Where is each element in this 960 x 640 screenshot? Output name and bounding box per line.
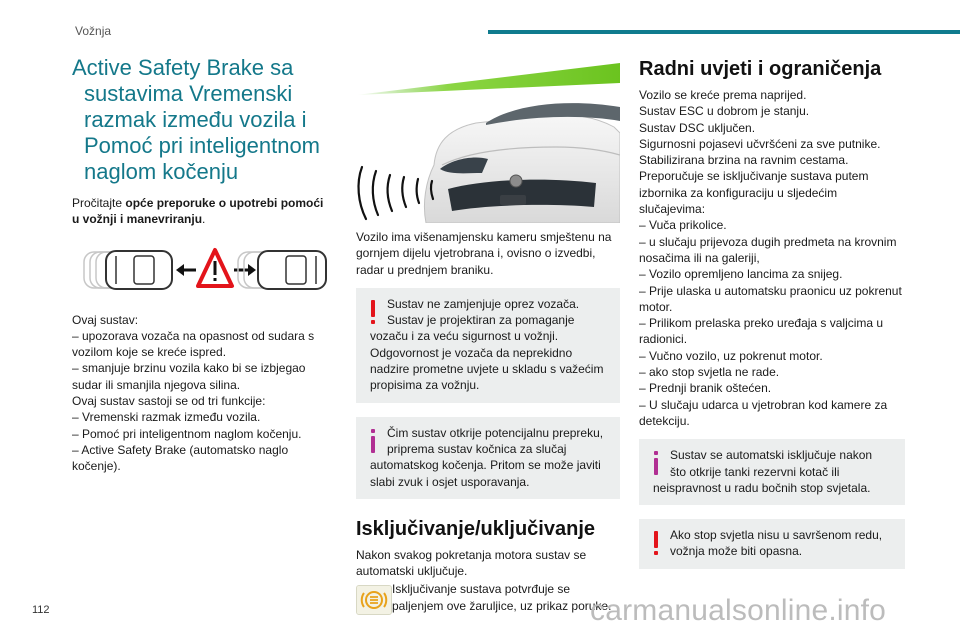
warning-first: Ako stop svjetla nisu u savršenom redu,	[670, 528, 883, 543]
info-first: Čim sustav otkrije potencijalnu prepreku,	[387, 425, 604, 440]
watermark-text: carmanualsonline.info	[590, 594, 887, 627]
info-second: što otkrije tanki rezervni kotač ili	[670, 464, 840, 479]
info-note	[356, 417, 620, 499]
info-first: Sustav se automatski isključuje nakon	[670, 448, 873, 463]
warning-rest: vozaču i za veću sigurnost u vožnji. Odgovornost je vozača da neprekidno nadzire prometne uvjete u skladu s važećim propisima za vožnju.	[370, 329, 604, 393]
header-rule	[488, 30, 960, 34]
arrow-right-icon	[248, 264, 256, 276]
section-label: Vožnja	[75, 24, 112, 38]
body-line: Sustav DSC uključen.	[639, 120, 756, 135]
exclamation-icon	[650, 529, 662, 557]
page-title	[72, 55, 330, 185]
body-line: Stabilizirana brzina na ravnim cestama.	[639, 153, 849, 168]
lamp-text: Isključivanje sustava potvrđuje se paljenjem ove žaruljice, uz prikaz poruke.	[392, 582, 612, 613]
body-line: Vozilo se kreće prema naprijed.	[639, 88, 807, 102]
warning-second: vožnja može biti opasna.	[670, 544, 803, 559]
info-icon	[650, 449, 662, 477]
body-line: – Pomoć pri inteligentnom naglom kočenju.	[72, 426, 302, 441]
safety-brake-warning-lamp-icon	[356, 585, 392, 615]
vehicle-distance-diagram	[72, 242, 330, 298]
info-rest: neispravnost u radu bočnih stop svjetala.	[653, 480, 871, 495]
title-line: Pomoć pri inteligentnom	[84, 133, 321, 158]
info-note	[639, 439, 905, 505]
camera-beam	[356, 63, 620, 95]
body-line: – Vozilo opremljeno lancima za snijeg.	[639, 267, 843, 282]
body-line: – Active Safety Brake (automatsko naglo kočenje).	[72, 442, 289, 474]
radar-sensor	[500, 195, 526, 205]
intro-link[interactable]: opće preporuke o upotrebi pomoći u vožnji i manevriranju	[72, 196, 324, 227]
left-body	[72, 312, 330, 475]
title-line: razmak između vozila i	[84, 107, 307, 132]
body-line: – Vremenski razmak između vozila.	[72, 410, 261, 425]
activation-text: Nakon svakog pokretanja motora sustav se automatski uključuje.	[356, 547, 587, 579]
left-column	[72, 55, 330, 475]
warning-second: Sustav je projektiran za pomaganje	[387, 313, 575, 328]
arrow-left-icon	[176, 264, 184, 276]
info-icon	[367, 427, 379, 455]
warning-note	[639, 519, 905, 569]
intro-suffix: .	[202, 212, 206, 227]
body-line: – upozorava vozača na opasnost od sudara s vozilom koje se kreće ispred.	[72, 328, 315, 360]
right-column	[639, 55, 905, 569]
body-line: Ovaj sustav sastoji se od tri funkcije:	[72, 394, 266, 409]
body-line: – smanjuje brzinu vozila kako bi se izbjegao sudar ili smanjila njegova silina.	[72, 361, 306, 392]
intro-prefix: Pročitajte	[72, 196, 126, 210]
body-line: Sustav ESC u dobrom je stanju.	[639, 104, 810, 119]
title-line: Active Safety Brake sa	[72, 55, 294, 80]
warning-note	[356, 288, 620, 403]
body-line: – Vuča prikolice.	[639, 218, 727, 233]
page-number: 112	[32, 604, 50, 616]
body-line: – u slučaju prijevoza dugih predmeta na krovnim nosačima ili na galeriji,	[639, 234, 897, 265]
activation-heading: Isključivanje/uključivanje	[356, 517, 596, 540]
body-line: – Prilikom prelaska preko uređaja s valjcima u radionici.	[639, 316, 884, 347]
conditions-body	[639, 87, 905, 429]
title-line: sustavima Vremenski	[84, 81, 293, 106]
camera-text: Vozilo ima višenamjensku kameru smještenu na gornjem dijelu vjetrobrana i, ovisno o izvedbi, radar u prednjem braniku.	[356, 230, 612, 277]
body-line: – Prije ulaska u automatsku praonicu uz pokrenut motor.	[639, 283, 902, 314]
brand-emblem	[510, 175, 522, 187]
body-line: Sigurnosni pojasevi učvršćeni za sve putnike.	[639, 136, 881, 151]
lamp-note	[356, 581, 620, 614]
radar-waves-icon	[359, 167, 433, 219]
body-line: – Vučno vozilo, uz pokrenut motor.	[639, 348, 823, 363]
middle-column	[356, 55, 620, 614]
conditions-heading: Radni uvjeti i ograničenja	[639, 58, 882, 80]
body-line: – Prednji branik oštećen.	[639, 381, 772, 396]
exclamation-icon	[367, 298, 379, 326]
intro-text	[72, 195, 330, 228]
info-second: priprema sustav kočnica za slučaj	[387, 441, 567, 456]
body-line: – U slučaju udarca u vjetrobran kod kamere za detekciju.	[639, 397, 888, 428]
body-line: – ako stop svjetla ne rade.	[639, 365, 780, 380]
body-line: Ovaj sustav:	[72, 312, 139, 327]
title-line: naglom kočenju	[84, 159, 239, 184]
warning-first: Sustav ne zamjenjuje oprez vozača.	[387, 296, 580, 311]
car-camera-illustration	[356, 55, 620, 223]
info-rest: automatskog kočenja. Pritom se može javiti slabi zvuk i osjet usporavanja.	[370, 458, 601, 489]
body-line: Preporučuje se isključivanje sustava putem izbornika za konfiguraciju u sljedećim slučajevima:	[639, 169, 869, 217]
